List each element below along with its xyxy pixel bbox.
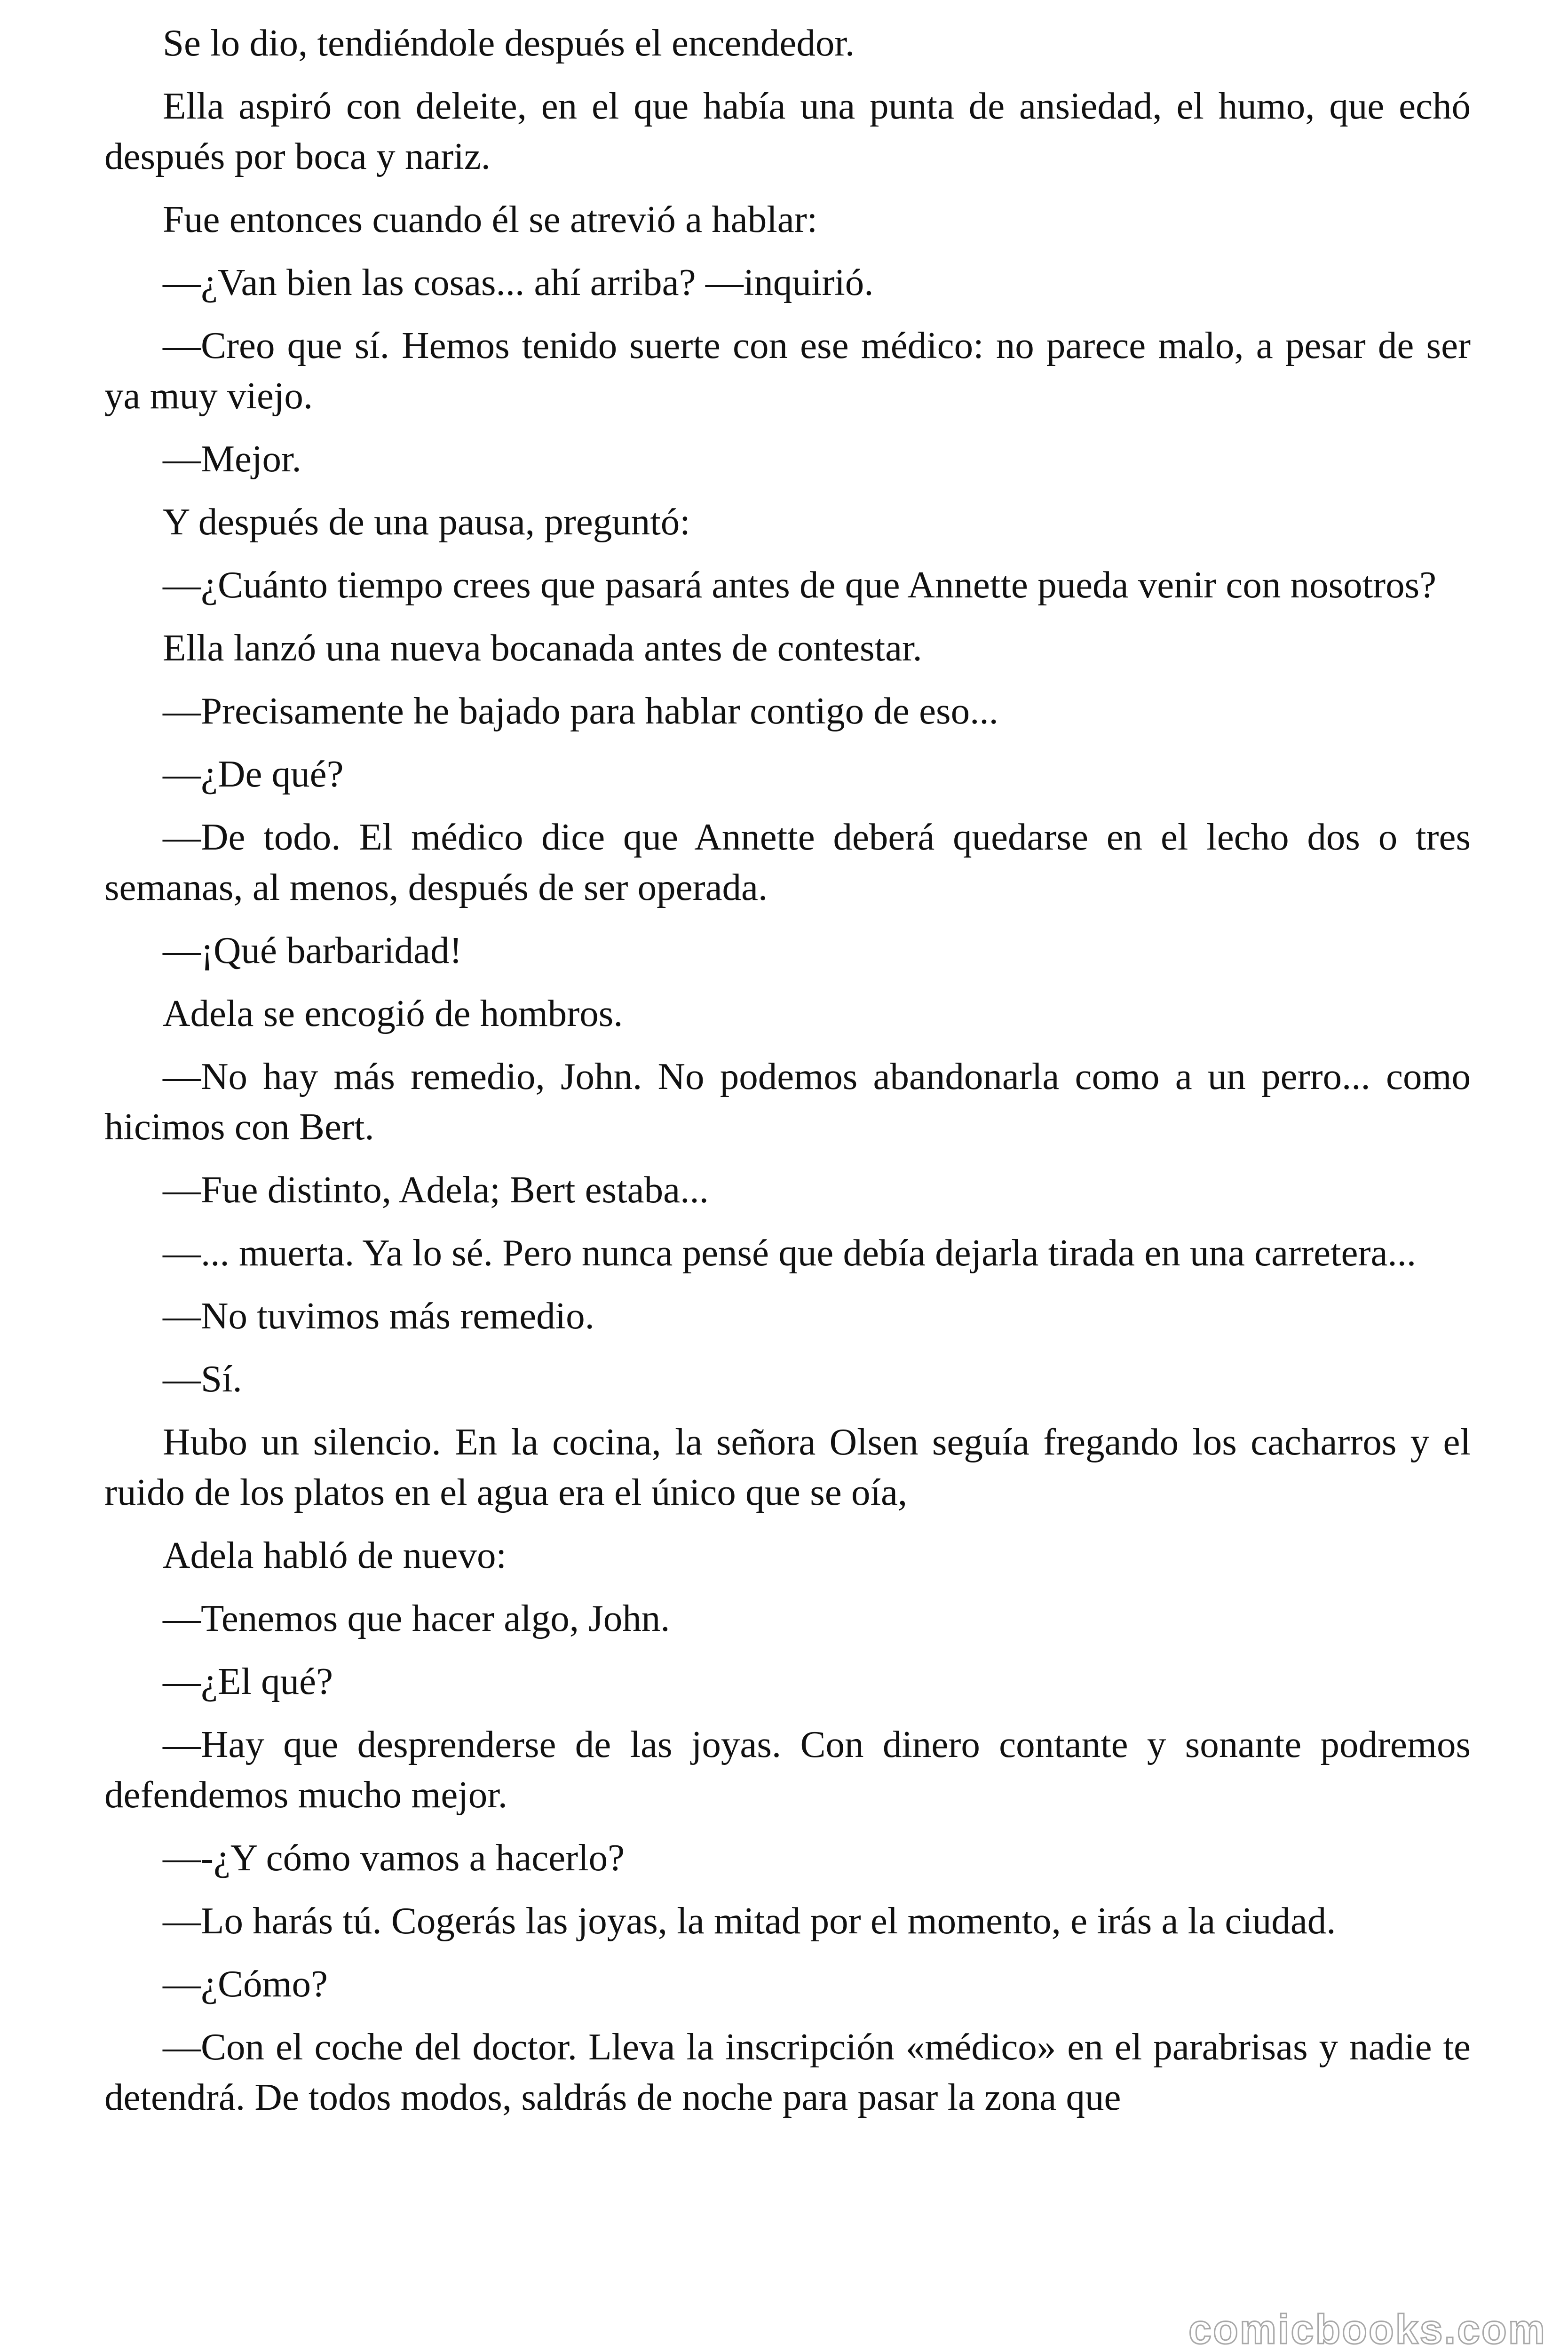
paragraph: —Tenemos que hacer algo, John.: [163, 1597, 670, 1639]
paragraph: Fue entonces cuando él se atrevió a hablar:: [163, 198, 818, 240]
paragraph: Hubo un silencio. En la cocina, la señora Olsen seguía fregando los cacharros y el ruido de los platos en el agua era el único que se oía,: [104, 1421, 1471, 1513]
watermark: comicbooks.com: [1188, 2306, 1546, 2352]
body-text: [104, 18, 1471, 2135]
paragraph: —Con el coche del doctor. Lleva la inscripción «médico» en el parabrisas y nadie te detendrá. De todos modos, saldrás de noche para pasar la zona que: [104, 2026, 1471, 2118]
paragraph: Ella lanzó una nueva bocanada antes de contestar.: [163, 627, 922, 669]
paragraph: —¿Cuánto tiempo crees que pasará antes de que Annette pueda venir con nosotros?: [163, 564, 1437, 606]
paragraph: —¡Qué barbaridad!: [163, 929, 462, 971]
paragraph: —No hay más remedio, John. No podemos abandonarla como a un perro... como hicimos con Bert.: [104, 1055, 1471, 1148]
paragraph: —¿El qué?: [163, 1660, 333, 1702]
paragraph: —Fue distinto, Adela; Bert estaba...: [163, 1168, 709, 1211]
paragraph: —Creo que sí. Hemos tenido suerte con ese médico: no parece malo, a pesar de ser ya muy viejo.: [104, 324, 1471, 417]
paragraph: Y después de una pausa, preguntó:: [163, 501, 690, 543]
paragraph: Ella aspiró con deleite, en el que había una punta de ansiedad, el humo, que echó después por boca y nariz.: [104, 85, 1471, 177]
paragraph: Adela habló de nuevo:: [163, 1534, 507, 1576]
paragraph: —... muerta. Ya lo sé. Pero nunca pensé que debía dejarla tirada en una carretera...: [163, 1232, 1417, 1274]
paragraph: —¿Van bien las cosas... ahí arriba? —inquirió.: [163, 261, 874, 303]
paragraph: —-¿Y cómo vamos a hacerlo?: [163, 1836, 625, 1879]
paragraph: —Mejor.: [163, 437, 301, 480]
paragraph: —No tuvimos más remedio.: [163, 1295, 594, 1337]
paragraph: —Precisamente he bajado para hablar contigo de eso...: [163, 690, 998, 732]
paragraph: Se lo dio, tendiéndole después el encendedor.: [163, 22, 855, 64]
paragraph: Adela se encogió de hombros.: [163, 992, 623, 1034]
paragraph: —Hay que desprenderse de las joyas. Con dinero contante y sonante podremos defendemos mucho mejor.: [104, 1723, 1471, 1816]
paragraph: —Sí.: [163, 1358, 242, 1400]
paragraph: —De todo. El médico dice que Annette deberá quedarse en el lecho dos o tres semanas, al menos, después de ser operada.: [104, 816, 1471, 908]
paragraph: —¿De qué?: [163, 753, 344, 795]
paragraph: —Lo harás tú. Cogerás las joyas, la mitad por el momento, e irás a la ciudad.: [163, 1899, 1336, 1942]
paragraph: —¿Cómo?: [163, 1963, 328, 2005]
